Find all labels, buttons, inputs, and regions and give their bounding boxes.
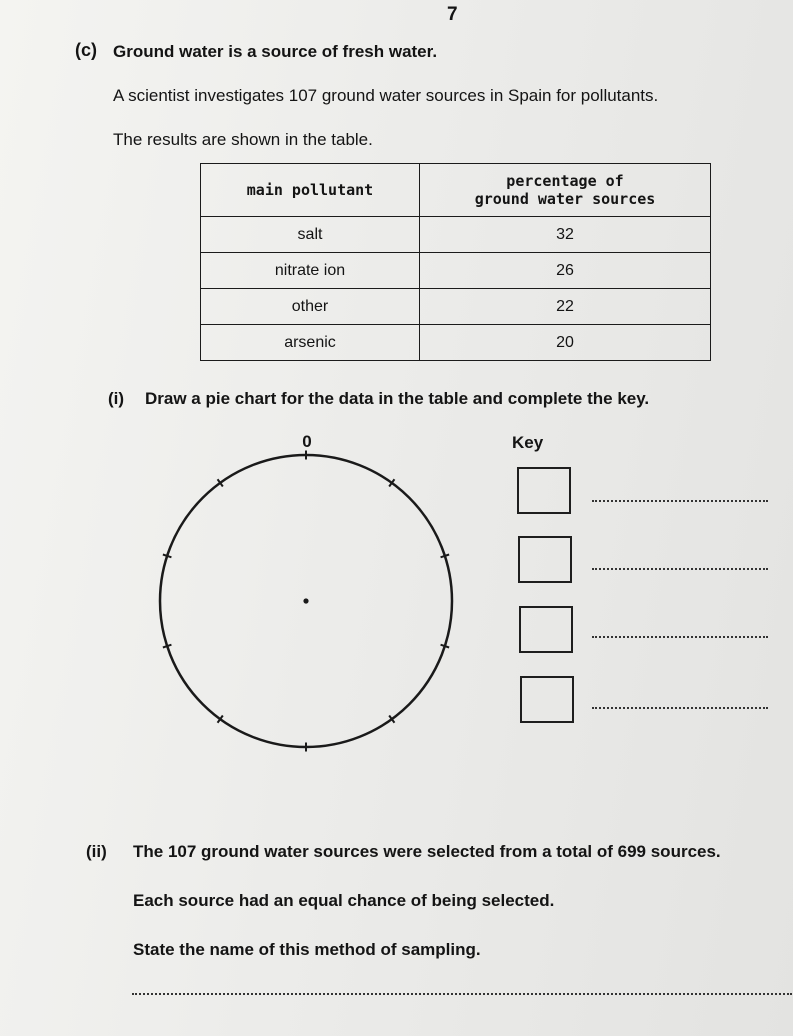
table-row	[201, 289, 711, 325]
key-answer-line-1[interactable]	[592, 500, 768, 502]
sampling-method-answer-line[interactable]	[132, 993, 792, 995]
part-ii-question: State the name of this method of sampling.	[133, 940, 481, 959]
part-i-number: (i)	[108, 389, 125, 408]
key-title: Key	[512, 433, 544, 452]
table-row	[201, 325, 711, 361]
header-percentage-line1: percentage of	[506, 172, 624, 190]
header-percentage-line2: ground water sources	[474, 190, 656, 208]
percentage-cell: 32	[420, 217, 711, 253]
header-percentage	[420, 164, 711, 217]
zero-degree-label: 0	[302, 432, 312, 451]
pollutant-cell: salt	[201, 217, 420, 253]
key-box-1[interactable]	[517, 467, 571, 514]
circle-tick	[163, 554, 172, 557]
percentage-cell: 20	[420, 325, 711, 361]
key-answer-line-2[interactable]	[592, 568, 768, 570]
pollutant-table	[200, 163, 711, 361]
part-ii-statement: The 107 ground water sources were selected from a total of 699 sources.	[133, 842, 721, 861]
header-main-pollutant: main pollutant	[201, 164, 420, 217]
key-box-4[interactable]	[520, 676, 574, 723]
pollutant-cell: nitrate ion	[201, 253, 420, 289]
question-intro: Ground water is a source of fresh water.	[113, 42, 438, 61]
pollutant-cell: arsenic	[201, 325, 420, 361]
table-row	[201, 217, 711, 253]
key-answer-line-3[interactable]	[592, 636, 768, 638]
page-number: 7	[447, 4, 458, 25]
question-label: (c)	[75, 40, 97, 60]
question-results-note: The results are shown in the table.	[113, 130, 373, 149]
pollutant-cell: other	[201, 289, 420, 325]
circle-tick	[441, 554, 450, 557]
percentage-cell: 26	[420, 253, 711, 289]
table-header-row	[201, 164, 711, 217]
key-box-3[interactable]	[519, 606, 573, 653]
table-row	[201, 253, 711, 289]
part-i-instruction: Draw a pie chart for the data in the table and complete the key.	[145, 389, 650, 408]
part-ii-equal-chance: Each source had an equal chance of being selected.	[133, 891, 555, 910]
circle-centre-point	[303, 598, 308, 603]
pie-chart-blank-circle[interactable]	[140, 425, 480, 765]
part-ii-number: (ii)	[86, 842, 107, 861]
key-answer-line-4[interactable]	[592, 707, 768, 709]
key-box-2[interactable]	[518, 536, 572, 583]
question-context: A scientist investigates 107 ground water sources in Spain for pollutants.	[113, 86, 659, 105]
circle-tick	[441, 645, 450, 648]
circle-tick	[163, 645, 172, 648]
percentage-cell: 22	[420, 289, 711, 325]
